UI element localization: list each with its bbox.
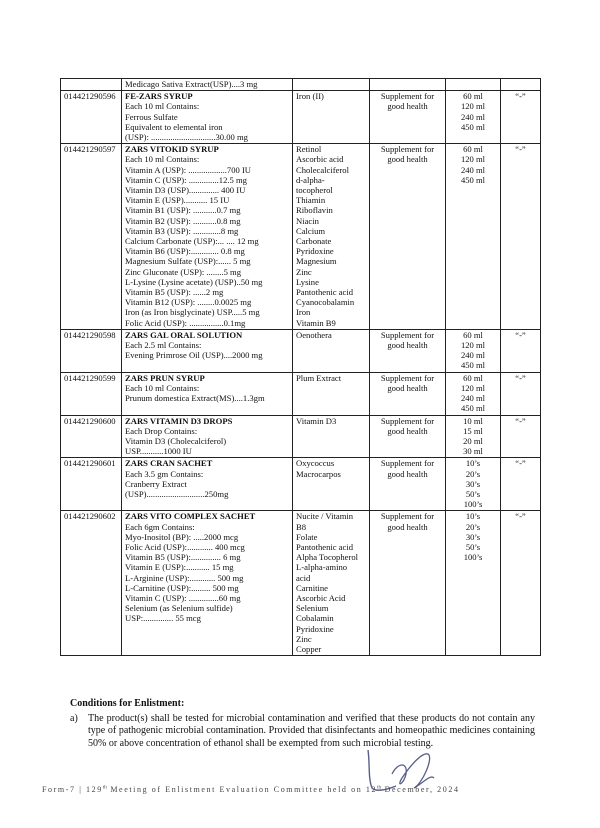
- composition-line: Each 6gm Contains:: [125, 521, 195, 532]
- product-name: ZARS GAL ORAL SOLUTION: [125, 329, 243, 340]
- composition-line: Each Drop Contains:: [125, 425, 198, 436]
- ingredients-cell: [293, 511, 370, 656]
- ingredient-line: Niacin: [296, 215, 319, 226]
- indication-line: Supplement for: [380, 144, 435, 155]
- ingredients-cell: [293, 415, 370, 458]
- composition-line: USP...........1000 IU: [125, 446, 192, 457]
- pack-size-line: 450 ml: [460, 360, 486, 371]
- product-name: ZARS VITOKID SYRUP: [125, 144, 219, 155]
- page-footer: Form-7 | 129th Meeting of Enlistment Evaluation Committee held on 12th December, 2024: [42, 785, 460, 794]
- indication-line: good health: [387, 340, 428, 351]
- ingredients-cell: [293, 79, 370, 91]
- table-row: [61, 79, 541, 91]
- product-name: ZARS VITO COMPLEX SACHET: [125, 511, 256, 522]
- ingredient-line: Magnesium: [296, 256, 337, 267]
- ingredient-line: Macrocarpos: [296, 468, 341, 479]
- ingredient-line: Selenium: [296, 603, 329, 614]
- ingredient-line: Folate: [296, 531, 318, 542]
- pack-size-line: 30’s: [465, 478, 481, 489]
- ingredient-line: Calcium: [296, 225, 326, 236]
- composition-line: Medicago Sativa Extract(USP)....3 mg: [125, 79, 258, 89]
- pack-size-cell: [446, 372, 501, 415]
- composition-line: Vitamin E (USP):........... 15 mg: [125, 562, 234, 573]
- composition-line: Each 10 ml Contains:: [125, 382, 200, 393]
- composition-line: Calcium Carbonate (USP):... .... 12 mg: [125, 236, 259, 247]
- reg-no-cell: [61, 79, 122, 91]
- composition-line: Each 3.5 gm Contains:: [125, 468, 204, 479]
- remarks-cell: “-”: [501, 372, 541, 415]
- composition-cell: [122, 144, 293, 330]
- pack-size-cell: [446, 91, 501, 144]
- composition-line: (USP): ..............................30.00 mg: [125, 132, 248, 143]
- composition-cell: [122, 511, 293, 656]
- pack-size-line: 20 ml: [463, 435, 483, 446]
- composition-line: Myo-Inositol (BP): .....2000 mcg: [125, 531, 239, 542]
- ingredient-line: Carnitine: [296, 582, 328, 593]
- indication-cell: [370, 415, 446, 458]
- ingredient-line: Ascorbic Acid: [296, 592, 346, 603]
- indication-line: Supplement for: [380, 91, 435, 102]
- ingredient-line: Retinol: [296, 144, 322, 155]
- composition-cell: [122, 329, 293, 372]
- product-name: ZARS PRUN SYRUP: [125, 372, 205, 383]
- composition-line: Equivalent to elemental iron: [125, 121, 223, 132]
- remarks-cell: “-”: [501, 329, 541, 372]
- indication-line: Supplement for: [380, 372, 435, 383]
- composition-line: Vitamin B3 (USP): .............8 mg: [125, 225, 239, 236]
- composition-cell: [122, 91, 293, 144]
- reg-no-cell: 014421290598: [61, 329, 122, 372]
- ingredient-line: tocopherol: [296, 185, 333, 196]
- pack-size-line: 240 ml: [460, 111, 486, 122]
- composition-line: Vitamin A (USP): ..................700 IU: [125, 164, 252, 175]
- ingredient-line: Iron (II): [296, 91, 324, 102]
- pack-size-line: 450 ml: [460, 174, 486, 185]
- composition-cell: [122, 79, 293, 91]
- pack-size-line: 120 ml: [460, 382, 486, 393]
- ingredients-cell: [293, 372, 370, 415]
- ingredient-line: Pantothenic acid: [296, 541, 354, 552]
- composition-line: L-Arginine (USP):............ 500 mg: [125, 572, 244, 583]
- composition-line: Vitamin D3 (USP).............. 400 IU: [125, 185, 246, 196]
- composition-line: Vitamin D3 (Cholecalciferol): [125, 435, 227, 446]
- ingredient-line: Nucite / Vitamin: [296, 511, 354, 522]
- remarks-cell: [501, 79, 541, 91]
- composition-line: Each 2.5 ml Contains:: [125, 340, 202, 351]
- pack-size-line: 60 ml: [463, 329, 483, 340]
- pack-size-line: 120 ml: [460, 340, 486, 351]
- reg-no-cell: 014421290597: [61, 144, 122, 330]
- ingredient-line: Oenothera: [296, 329, 332, 340]
- pack-size-line: 60 ml: [463, 372, 483, 383]
- reg-no-cell: 014421290600: [61, 415, 122, 458]
- composition-cell: [122, 458, 293, 511]
- reg-no-cell: 014421290596: [61, 91, 122, 144]
- composition-cell: [122, 415, 293, 458]
- ingredient-line: B8: [296, 521, 307, 532]
- pack-size-cell: [446, 511, 501, 656]
- indication-cell: [370, 458, 446, 511]
- footer-day-suffix: th: [377, 785, 381, 791]
- product-name: ZARS CRAN SACHET: [125, 458, 213, 469]
- table-row: [61, 144, 541, 330]
- conditions-title: Conditions for Enlistment:: [70, 698, 185, 709]
- ingredient-line: Cyanocobalamin: [296, 297, 355, 308]
- footer-meeting-suffix: th: [102, 785, 107, 791]
- composition-cell: [122, 372, 293, 415]
- enlistment-table: [60, 78, 541, 656]
- composition-line: Vitamin B12 (USP): ........0.0025 mg: [125, 297, 252, 308]
- composition-line: Vitamin C (USP): ..............12.5 mg: [125, 174, 247, 185]
- table-row: [61, 458, 541, 511]
- pack-size-line: 60 ml: [463, 144, 483, 155]
- composition-line: Iron (as Iron bisglycinate) USP.....5 mg: [125, 307, 260, 318]
- table-body: [61, 79, 541, 656]
- composition-line: Vitamin B2 (USP): ...........0.8 mg: [125, 215, 241, 226]
- ingredient-line: Iron: [296, 307, 311, 318]
- composition-line: Evening Primrose Oil (USP)....2000 mg: [125, 350, 263, 361]
- pack-size-line: 30’s: [465, 531, 481, 542]
- ingredients-cell: [293, 144, 370, 330]
- composition-line: Each 10 ml Contains:: [125, 154, 200, 165]
- pack-size-line: 10’s: [465, 511, 481, 522]
- indication-cell: [370, 511, 446, 656]
- indication-line: Supplement for: [380, 458, 435, 469]
- composition-line: Each 10 ml Contains:: [125, 101, 200, 112]
- ingredient-line: Vitamin B9: [296, 317, 336, 328]
- ingredient-line: Pantothenic acid: [296, 287, 354, 298]
- pack-size-line: 50’s: [465, 488, 481, 499]
- table-row: [61, 415, 541, 458]
- pack-size-line: 15 ml: [463, 425, 483, 436]
- indication-line: good health: [387, 382, 428, 393]
- condition-text: The product(s) shall be tested for microbial contamination and verified that these products do not contain any type of pathogenic microbial contamination. Provided that disinfectants and homeopathic medicines containing 50% or above concentration of ethanol shall be exempted from such microbial testing.: [88, 712, 535, 749]
- ingredient-line: Cobalamin: [296, 613, 334, 624]
- composition-line: Cranberry Extract: [125, 478, 187, 489]
- footer-meeting-no: 129: [86, 785, 103, 794]
- composition-line: Magnesium Sulfate (USP):...... 5 mg: [125, 256, 251, 267]
- pack-size-line: 240 ml: [460, 164, 486, 175]
- ingredient-line: d-alpha-: [296, 174, 325, 185]
- table-row: [61, 372, 541, 415]
- ingredient-line: Vitamin D3: [296, 415, 337, 426]
- ingredients-cell: [293, 91, 370, 144]
- table-row: [61, 329, 541, 372]
- indication-line: Supplement for: [380, 511, 435, 522]
- ingredient-line: Plum Extract: [296, 372, 342, 383]
- pack-size-line: 240 ml: [460, 350, 486, 361]
- ingredient-line: Alpha Tocopherol: [296, 552, 359, 563]
- composition-line: Vitamin C (USP): ..............60 mg: [125, 592, 241, 603]
- pack-size-line: 120 ml: [460, 101, 486, 112]
- condition-letter: a): [70, 712, 78, 724]
- remarks-cell: “-”: [501, 458, 541, 511]
- indication-line: good health: [387, 425, 428, 436]
- indication-line: good health: [387, 521, 428, 532]
- condition-item: [70, 713, 535, 751]
- pack-size-line: 60 ml: [463, 91, 483, 102]
- reg-no-cell: 014421290601: [61, 458, 122, 511]
- ingredient-line: Thiamin: [296, 195, 326, 206]
- footer-day: 12: [365, 785, 378, 794]
- composition-line: Vitamin B1 (USP): ...........0.7 mg: [125, 205, 241, 216]
- pack-size-line: 450 ml: [460, 121, 486, 132]
- pack-size-line: 20’s: [465, 521, 481, 532]
- pack-size-line: 100’s: [463, 552, 483, 563]
- composition-line: L-Carnitine (USP):......... 500 mg: [125, 582, 239, 593]
- remarks-cell: “-”: [501, 415, 541, 458]
- indication-cell: [370, 372, 446, 415]
- ingredient-line: Ascorbic acid: [296, 154, 344, 165]
- indication-cell: [370, 144, 446, 330]
- ingredients-cell: [293, 329, 370, 372]
- pack-size-cell: [446, 458, 501, 511]
- indication-line: Supplement for: [380, 329, 435, 340]
- remarks-cell: “-”: [501, 144, 541, 330]
- footer-form: Form-7: [42, 785, 76, 794]
- composition-line: Selenium (as Selenium sulfide): [125, 603, 233, 614]
- ingredient-line: Pyridoxine: [296, 623, 334, 634]
- conditions-section: [70, 698, 535, 750]
- composition-line: Vitamin E (USP)........... 15 IU: [125, 195, 230, 206]
- pack-size-cell: [446, 144, 501, 330]
- indication-cell: [370, 79, 446, 91]
- product-name: ZARS VITAMIN D3 DROPS: [125, 415, 233, 426]
- pack-size-line: 50’s: [465, 541, 481, 552]
- composition-line: L-Lysine (Lysine acetate) (USP)..50 mg: [125, 276, 263, 287]
- indication-line: good health: [387, 468, 428, 479]
- pack-size-line: 120 ml: [460, 154, 486, 165]
- pack-size-line: 100’s: [463, 499, 483, 510]
- indication-line: good health: [387, 101, 428, 112]
- reg-no-cell: 014421290599: [61, 372, 122, 415]
- ingredient-line: acid: [296, 572, 311, 583]
- composition-line: USP:.............. 55 mcg: [125, 613, 201, 624]
- pack-size-line: 240 ml: [460, 393, 486, 404]
- table-row: [61, 511, 541, 656]
- ingredient-line: Carbonate: [296, 236, 332, 247]
- ingredients-cell: [293, 458, 370, 511]
- indication-line: good health: [387, 154, 428, 165]
- ingredient-line: Oxycoccus: [296, 458, 335, 469]
- indication-line: Supplement for: [380, 415, 435, 426]
- composition-line: Ferrous Sulfate: [125, 111, 178, 122]
- footer-text: Meeting of Enlistment Evaluation Committee held on: [110, 785, 363, 794]
- ingredient-line: Zinc: [296, 266, 312, 277]
- pack-size-cell: [446, 415, 501, 458]
- ingredient-line: L-alpha-amino: [296, 562, 348, 573]
- composition-line: Zinc Gluconate (USP): ........5 mg: [125, 266, 241, 277]
- pack-size-line: 10’s: [465, 458, 481, 469]
- composition-line: Folic Acid (USP):............ 400 mcg: [125, 541, 245, 552]
- ingredient-line: Cholecalciferol: [296, 164, 349, 175]
- composition-line: Vitamin B5 (USP): ......2 mg: [125, 287, 224, 298]
- ingredient-line: Zinc: [296, 633, 312, 644]
- pack-size-line: 450 ml: [460, 403, 486, 414]
- remarks-cell: “-”: [501, 511, 541, 656]
- ingredient-line: Lysine: [296, 276, 319, 287]
- indication-cell: [370, 329, 446, 372]
- composition-line: Vitamin B6 (USP):............. 0.8 mg: [125, 246, 245, 257]
- pack-size-cell: [446, 79, 501, 91]
- pack-size-line: 20’s: [465, 468, 481, 479]
- pack-size-cell: [446, 329, 501, 372]
- composition-line: (USP)...........................250mg: [125, 488, 229, 499]
- product-name: FE-ZARS SYRUP: [125, 91, 193, 102]
- table-row: [61, 91, 541, 144]
- composition-line: Folic Acid (USP): ................0.1mg: [125, 317, 246, 328]
- footer-date: December, 2024: [384, 785, 460, 794]
- ingredient-line: Copper: [296, 643, 322, 654]
- composition-line: Vitamin B5 (USP):.............. 6 mg: [125, 552, 241, 563]
- ingredient-line: Riboflavin: [296, 205, 333, 216]
- pack-size-line: 10 ml: [463, 415, 483, 426]
- remarks-cell: “-”: [501, 91, 541, 144]
- reg-no-cell: 014421290602: [61, 511, 122, 656]
- ingredient-line: Pyridoxine: [296, 246, 334, 257]
- indication-cell: [370, 91, 446, 144]
- composition-line: Prunum domestica Extract(MS)....1.3gm: [125, 393, 265, 404]
- pack-size-line: 30 ml: [463, 446, 483, 457]
